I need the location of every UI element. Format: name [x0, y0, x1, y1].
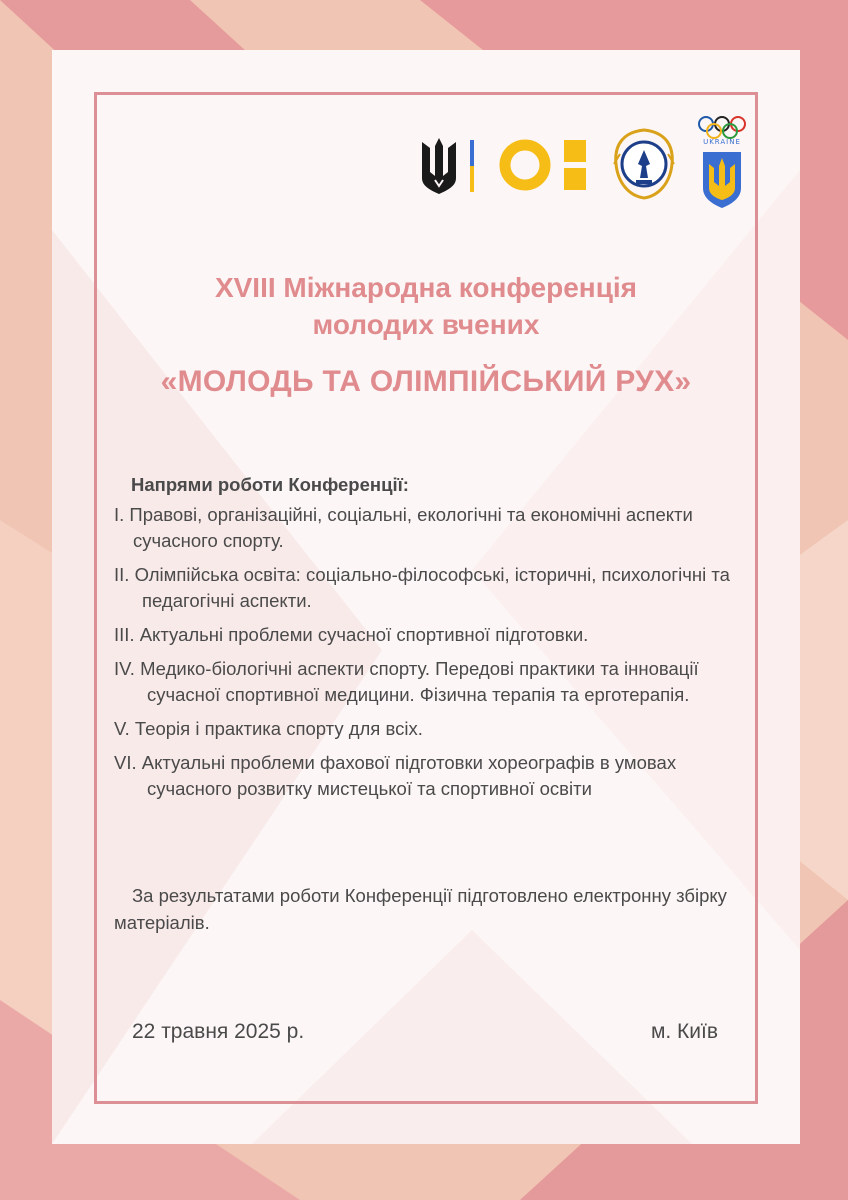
poster-sheet	[52, 50, 800, 1144]
direction-item	[114, 622, 754, 648]
direction-item	[114, 656, 754, 708]
logo-row	[52, 50, 800, 250]
university-emblem	[610, 124, 678, 204]
conference-city: м. Київ	[650, 1020, 718, 1043]
conference-name: «МОЛОДЬ ТА ОЛІМПІЙСЬКИЙ РУХ»	[160, 365, 692, 398]
direction-item	[114, 716, 754, 742]
direction-item	[114, 750, 754, 802]
yellow-o-logo	[498, 136, 590, 194]
direction-text: Медико-біологічні аспекти спорту. Передові практики та інновації сучасної спортивної медицини. Фізична терапія та ерготерапія.	[140, 658, 699, 705]
direction-item	[114, 562, 754, 614]
conference-title-line1: XVIII Міжнародна конференція	[214, 272, 638, 303]
direction-number: III.	[114, 624, 140, 645]
direction-text: Теорія і практика спорту для всіх.	[134, 718, 423, 739]
direction-number: VI.	[114, 752, 142, 773]
directions-heading: Напрями роботи Конференції:	[131, 474, 409, 495]
direction-number: II.	[114, 564, 135, 585]
direction-text: Актуальні проблеми сучасної спортивної підготовки.	[139, 624, 589, 645]
result-paragraph: За результатами роботи Конференції підготовлено електронну збірку матеріалів.	[114, 885, 727, 933]
direction-text: Правові, організаційні, соціальні, екологічні та економічні аспекти сучасного спорту.	[129, 504, 693, 551]
direction-number: IV.	[114, 658, 141, 679]
directions-section	[114, 472, 754, 810]
flag-divider-icon	[470, 140, 474, 192]
olympic-committee-label: UKRAINE	[703, 138, 741, 146]
conference-date: 22 травня 2025 р.	[132, 1020, 305, 1043]
direction-text: Олімпійська освіта: соціально-філософські, історичні, психологічні та педагогічні аспекти.	[134, 564, 730, 611]
direction-number: I.	[114, 504, 130, 525]
direction-item	[114, 502, 754, 554]
direction-text: Актуальні проблеми фахової підготовки хореографів в умовах сучасного розвитку мистецької та спортивної освіти	[141, 752, 677, 799]
direction-number: V.	[114, 718, 135, 739]
olympic-committee-logo	[696, 114, 748, 212]
trident-icon	[418, 136, 460, 196]
conference-title-line2: молодих вчених	[312, 309, 540, 340]
